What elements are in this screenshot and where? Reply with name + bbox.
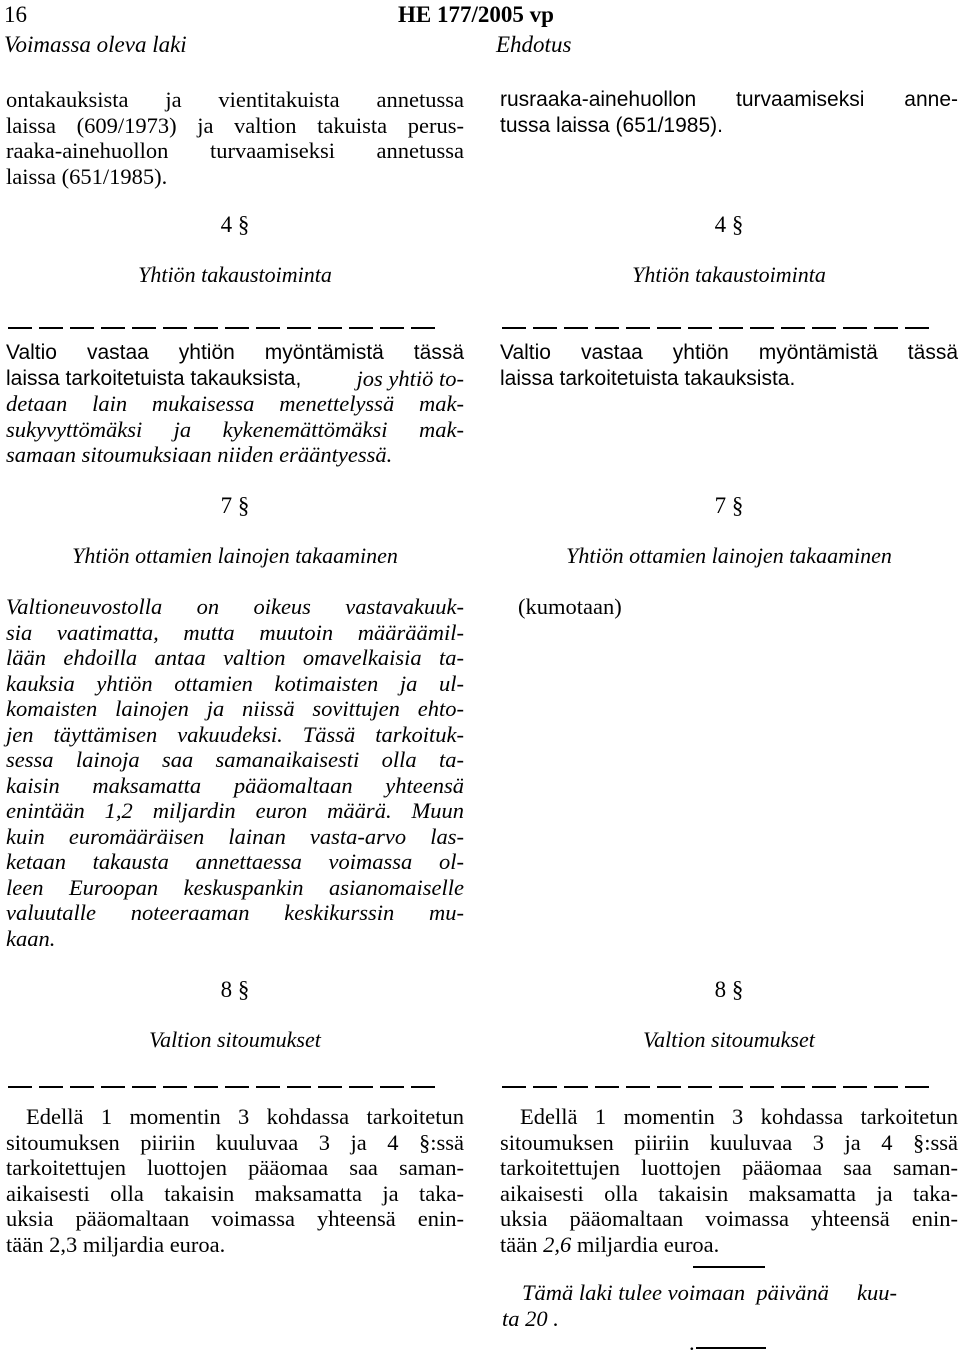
left-section-7-number: 7 § — [220, 493, 250, 518]
text-line: aikaisesti olla takaisin maksamatta ja taka- — [500, 1180, 958, 1206]
text-line: ta 20 . — [502, 1305, 559, 1331]
text-line: uksia pääomaltaan voimassa yhteensä enin- — [6, 1206, 464, 1231]
text-line-italic: sukyvyttömäksi ja kykenemättömäksi mak- — [6, 416, 464, 442]
left-section-8-number: 8 § — [220, 977, 250, 1002]
text-line: laissa (609/1973) ja valtion takuista perus- — [6, 112, 464, 138]
right-section-8-title: Valtion sitoumukset — [643, 1027, 815, 1052]
text-line: tään 2,3 miljardia euroa. — [6, 1231, 226, 1257]
text-line: kaan. — [6, 925, 56, 951]
text-line: ketaan takausta annettaessa voimassa ol- — [6, 849, 464, 874]
text-line: Edellä 1 momentin 3 kohdassa tarkoitetun — [26, 1104, 464, 1129]
text-line: enintään 1,2 miljardin euron määrä. Muun — [6, 798, 464, 823]
text-line: Edellä 1 momentin 3 kohdassa tarkoitetun — [520, 1104, 958, 1129]
text-line: jen täyttämisen vakuudeksi. Tässä tarkoituk- — [6, 721, 464, 747]
right-section-4-title: Yhtiön takaustoiminta — [632, 262, 826, 287]
left-section-4-text — [6, 340, 464, 468]
left-section-8-title: Valtion sitoumukset — [149, 1027, 321, 1052]
column-title-proposal: Ehdotus — [496, 32, 572, 57]
page-number: 16 — [4, 2, 27, 27]
closing-rule-1 — [693, 1266, 765, 1268]
left-section-8-text — [6, 1104, 464, 1257]
entry-into-force-text — [502, 1280, 958, 1331]
text-line: komaisten lainojen ja niissä sovittujen ehto- — [6, 696, 464, 721]
text-line-last — [500, 1232, 958, 1258]
right-section-7-repealed: (kumotaan) — [518, 594, 622, 619]
text-line-italic: samaan sitoumuksiaan niiden erääntyessä. — [6, 442, 393, 467]
text-line: sitoumuksen piiriin kuuluvaa 3 ja 4 §:ssä — [500, 1129, 958, 1155]
text-line: aikaisesti olla takaisin maksamatta ja taka- — [6, 1180, 464, 1206]
column-title-current-law: Voimassa oleva laki — [4, 32, 187, 57]
left-section-4-number: 4 § — [220, 212, 250, 237]
text-line: Valtio vastaa yhtiön myöntämistä tässä — [6, 341, 464, 364]
closing-rule-2 — [696, 1347, 766, 1349]
left-omission-dashes-1 — [8, 327, 435, 329]
right-section-4-number: 4 § — [714, 212, 744, 237]
right-section-7-title: Yhtiön ottamien lainojen takaaminen — [566, 543, 892, 568]
text-fragment: miljardia euroa. — [576, 1231, 720, 1257]
text-line: ontakauksista ja vientitakuista annetussa — [6, 87, 464, 112]
text-line: sitoumuksen piiriin kuuluvaa 3 ja 4 §:ssä — [6, 1129, 464, 1155]
right-section-7-number: 7 § — [714, 493, 744, 518]
text-line: tarkoitettujen luottojen pääomaa saa saman- — [6, 1155, 464, 1180]
text-line: raaka-ainehuollon turvaamiseksi annetussa — [6, 138, 464, 163]
text-line: laissa tarkoitetuista takauksista. — [500, 366, 796, 390]
text-line: kauksia yhtiön ottamien kotimaisten ja ul- — [6, 670, 464, 696]
text-line: leen Euroopan keskuspankin asianomaiselle — [6, 874, 464, 900]
text-line: uksia pääomaltaan voimassa yhteensä enin- — [500, 1206, 958, 1231]
text-fragment: tään — [500, 1231, 538, 1257]
text-line: sia vaatimatta, mutta muutoin määräämil- — [6, 619, 464, 645]
text-line: sessa lainoja saa samanaikaisesti olla ta- — [6, 747, 464, 772]
end-mark: . — [689, 1330, 695, 1355]
text-line: tarkoitettujen luottojen pääomaa saa saman- — [500, 1155, 958, 1180]
left-section-4-title: Yhtiön takaustoiminta — [138, 262, 332, 287]
left-omission-dashes-2 — [8, 1086, 435, 1088]
right-section-8-text — [500, 1104, 958, 1257]
right-intro-paragraph — [500, 87, 958, 138]
text-line: valuutalle noteeraaman keskikurssin mu- — [6, 900, 464, 925]
text-line-italic: jos yhtiö to- — [356, 365, 464, 391]
amended-amount: 2,6 — [543, 1231, 572, 1257]
left-intro-paragraph — [6, 87, 464, 189]
text-line: tussa laissa (651/1985). — [500, 113, 723, 137]
text-line: Valtio vastaa yhtiön myöntämistä tässä — [500, 341, 958, 364]
right-section-8-number: 8 § — [714, 977, 744, 1002]
text-line: laissa (651/1985). — [6, 163, 168, 189]
right-omission-dashes-2 — [502, 1086, 929, 1088]
text-line: kuin euromääräisen lainan vasta-arvo las- — [6, 823, 464, 849]
left-section-7-title: Yhtiön ottamien lainojen takaaminen — [72, 543, 398, 568]
text-line: Tämä laki tulee voimaan päivänä kuu- — [522, 1280, 897, 1305]
text-line: kaisin maksamatta pääomaltaan yhteensä — [6, 772, 464, 798]
right-section-4-text — [500, 340, 958, 391]
left-section-7-text — [6, 594, 464, 951]
text-line-italic: detaan lain mukaisessa menettelyssä mak- — [6, 391, 464, 416]
text-line: lään ehdoilla antaa valtion omavelkaisia ta- — [6, 645, 464, 670]
text-line: rusraaka-ainehuollon turvaamiseksi anne- — [500, 88, 958, 111]
text-line: laissa tarkoitetuista takauksista, — [6, 366, 302, 390]
text-line: Valtioneuvostolla on oikeus vastavakuuk- — [6, 594, 464, 619]
document-id: HE 177/2005 vp — [398, 2, 554, 27]
right-omission-dashes-1 — [502, 327, 929, 329]
